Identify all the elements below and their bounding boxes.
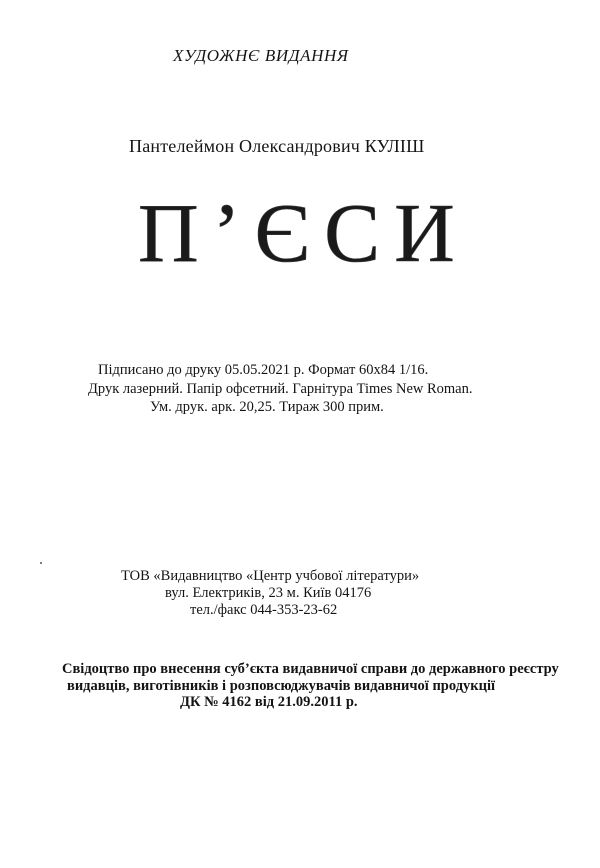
certificate-line-3: ДК № 4162 від 21.09.2011 р. (180, 694, 358, 710)
genre-label: ХУДОЖНЄ ВИДАННЯ (173, 46, 349, 65)
imprint-line-2: Друк лазерний. Папір офсетний. Гарнітура Times New Roman. (88, 381, 473, 397)
publisher-address: вул. Електриків, 23 м. Київ 04176 (165, 585, 372, 601)
publisher-name: ТОВ «Видавництво «Центр учбової літератури» (121, 568, 420, 584)
certificate-line-2: видавців, виготівників і розповсюджувачів видавничої продукції (67, 678, 496, 694)
book-title: П’ЄСИ (138, 187, 469, 280)
imprint-line-3: Ум. друк. арк. 20,25. Тираж 300 прим. (150, 399, 384, 415)
publisher-phone: тел./факс 044-353-23-62 (190, 602, 338, 618)
certificate-line-1: Свідоцтво про внесення суб’єкта видавничої справи до державного реєстру (62, 661, 559, 677)
stray-mark (40, 562, 42, 564)
imprint-line-1: Підписано до друку 05.05.2021 р. Формат 60х84 1/16. (98, 362, 429, 378)
author-name: Пантелеймон Олександрович КУЛІШ (129, 136, 425, 156)
